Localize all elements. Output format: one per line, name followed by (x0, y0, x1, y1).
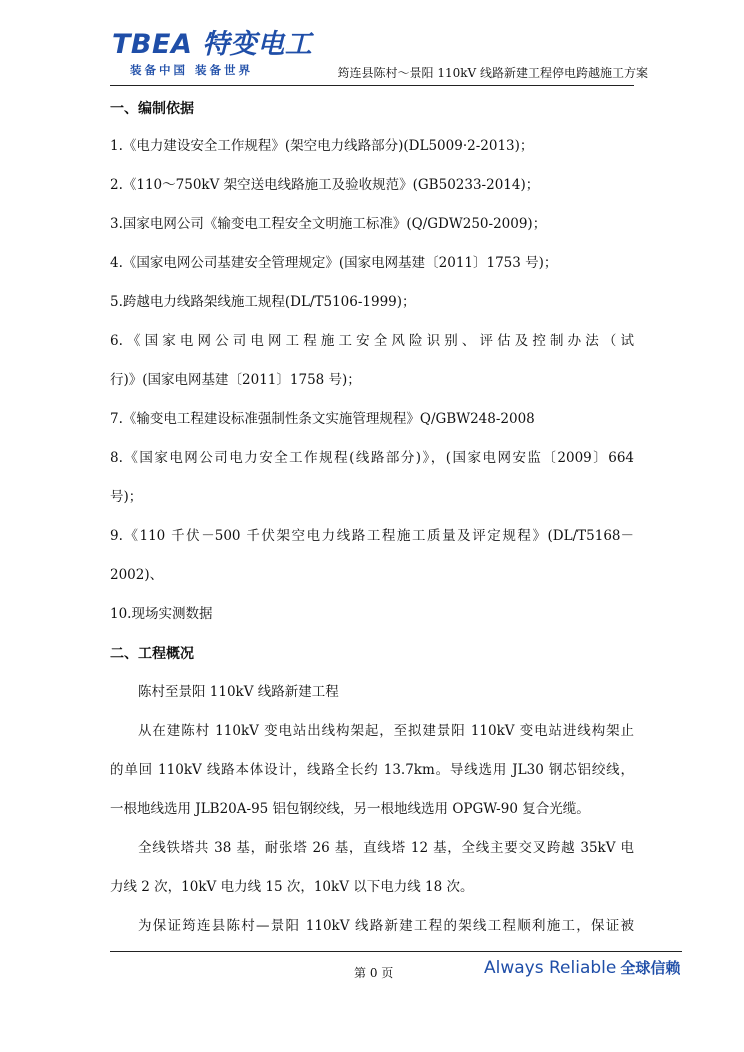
logo-wordmark: TBEA 特变电工 (112, 29, 313, 60)
paragraph-line: 为保证筠连县陈村—景阳 110kV 线路新建工程的架线工程顺利施工，保证被 (138, 918, 634, 934)
header-divider (110, 85, 634, 86)
list-item: 3.国家电网公司《输变电工程安全文明施工标准》(Q/GDW250-2009)； (110, 216, 547, 232)
list-item: 2.《110～750kV 架空送电线路施工及验收规范》(GB50233-2014)； (110, 177, 540, 193)
document-title: 筠连县陈村～景阳 110kV 线路新建工程停电跨越施工方案 (337, 66, 648, 80)
footer-brand (484, 957, 680, 978)
list-item: 10.现场实测数据 (110, 606, 213, 622)
list-item: 1.《电力建设安全工作规程》(架空电力线路部分)(DL5009·2-2013)； (110, 138, 534, 154)
tbea-logo (112, 30, 312, 78)
list-item-continuation: 号)； (110, 489, 143, 505)
page-number: 第 0 页 (354, 966, 394, 980)
list-item-continuation: 2002)、 (110, 567, 164, 583)
section-heading-basis: 一、编制依据 (110, 101, 194, 117)
paragraph-line: 从在建陈村 110kV 变电站出线构架起，至拟建景阳 110kV 变电站进线构架止 (138, 723, 634, 739)
paragraph-line: 的单回 110kV 线路本体设计，线路全长约 13.7km。导线选用 JL30 钢芯铝绞线， (110, 762, 634, 778)
list-item: 5.跨越电力线路架线施工规程(DL/T5106-1999)； (110, 294, 416, 310)
paragraph-line: 一根地线选用 JLB20A-95 铝包钢绞线，另一根地线选用 OPGW-90 复合光缆。 (110, 801, 590, 817)
paragraph-line: 力线 2 次，10kV 电力线 15 次，10kV 以下电力线 18 次。 (110, 879, 474, 895)
list-item: 8.《国家电网公司电力安全工作规程(线路部分)》，(国家电网安监〔2009〕664 (110, 450, 634, 466)
brand-slogan-en: Always Reliable (484, 958, 617, 978)
list-item: 4.《国家电网公司基建安全管理规定》(国家电网基建〔2011〕1753 号)； (110, 255, 558, 271)
list-item: 7.《输变电工程建设标准强制性条文实施管理规程》Q/GBW248-2008 (110, 411, 535, 427)
list-item: 6.《国家电网公司电网工程施工安全风险识别、评估及控制办法（试 (110, 333, 634, 349)
project-name: 陈村至景阳 110kV 线路新建工程 (138, 684, 339, 700)
list-item: 9.《110 千伏－500 千伏架空电力线路工程施工质量及评定规程》(DL/T5168－ (110, 528, 634, 544)
page-header (0, 0, 744, 90)
paragraph-line: 全线铁塔共 38 基，耐张塔 26 基，直线塔 12 基，全线主要交叉跨越 35kV 电 (138, 840, 634, 856)
logo-slogan: 装备中国 装备世界 (130, 63, 254, 77)
list-item-continuation: 行)》(国家电网基建〔2011〕1758 号)； (110, 372, 361, 388)
footer-divider (110, 951, 682, 952)
section-heading-overview: 二、工程概况 (110, 646, 194, 662)
brand-slogan-cn: 全球信赖 (620, 959, 681, 977)
